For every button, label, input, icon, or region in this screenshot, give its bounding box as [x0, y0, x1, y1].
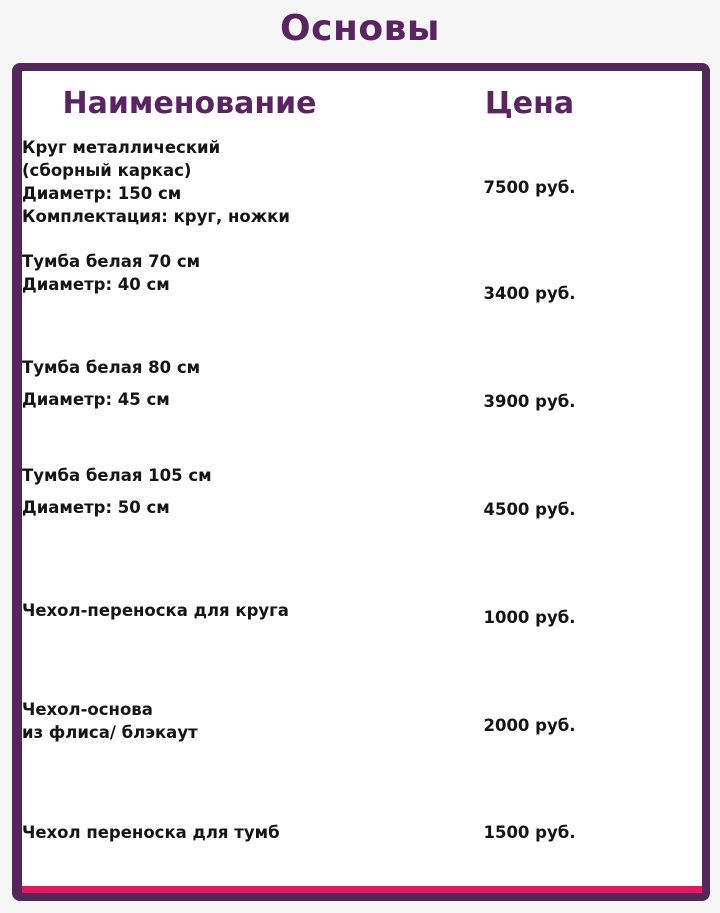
item-price: 3900 руб. [483, 392, 576, 412]
item-price: 1000 руб. [483, 607, 576, 627]
item-name-line: Комплектация: круг, ножки [22, 207, 290, 227]
table-row [22, 779, 702, 893]
item-name-line: Круг металлический [22, 138, 221, 158]
table-header-row [22, 71, 702, 136]
item-name [22, 456, 357, 564]
item-name-line: Тумба белая 105 см [22, 465, 212, 485]
item-name-line: Тумба белая 70 см [22, 251, 201, 271]
item-name-line: Диаметр: 150 см [22, 184, 182, 204]
price-table-frame [12, 63, 710, 901]
item-name-line: Диаметр: 50 см [22, 497, 170, 517]
item-name [22, 671, 357, 779]
item-price: 7500 руб. [483, 178, 576, 198]
item-name [22, 563, 357, 671]
table-row [22, 671, 702, 779]
item-name-line: Диаметр: 45 см [22, 389, 170, 409]
item-price: 3400 руб. [483, 284, 576, 304]
table-row [22, 136, 702, 240]
column-header-name: Наименование [62, 86, 317, 122]
item-name-line: из флиса/ блэкаут [22, 723, 198, 743]
item-name-line: Чехол-переноска для круга [22, 600, 289, 620]
table-row [22, 240, 702, 348]
item-name [22, 348, 357, 456]
item-price: 4500 руб. [483, 499, 576, 519]
table-row [22, 563, 702, 671]
table-row [22, 456, 702, 564]
item-price: 1500 руб. [357, 779, 702, 893]
page-title: Основы [280, 8, 440, 49]
item-name-line: Диаметр: 40 см [22, 274, 170, 294]
item-name [22, 779, 357, 893]
price-table [22, 71, 702, 893]
item-name-line: Чехол переноска для тумб [22, 823, 280, 842]
column-header-price: Цена [484, 86, 575, 122]
item-name-line: (сборный каркас) [22, 161, 192, 181]
item-price: 2000 руб. [483, 715, 576, 735]
item-name [22, 240, 357, 348]
item-name-line: Чехол-основа [22, 700, 153, 720]
item-name [22, 136, 357, 240]
item-name-line: Тумба белая 80 см [22, 357, 201, 377]
table-row [22, 348, 702, 456]
